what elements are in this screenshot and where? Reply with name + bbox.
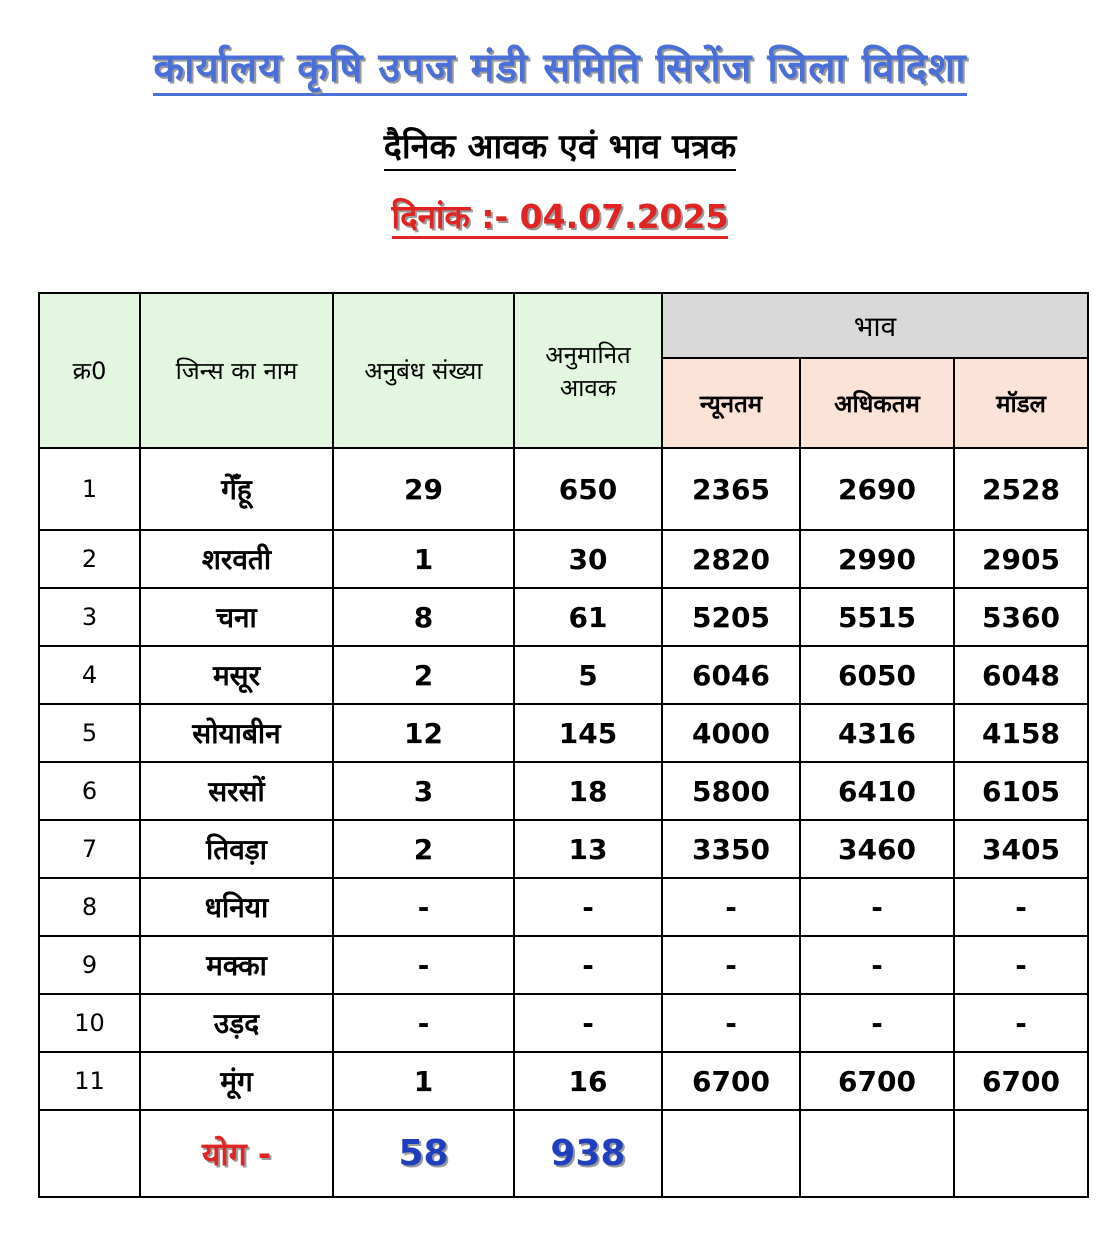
cell-max: - — [800, 994, 954, 1052]
cell-crop: मसूर — [140, 646, 333, 704]
cell-max: - — [800, 936, 954, 994]
cell-min: 2365 — [662, 448, 800, 530]
cell-modal: 2905 — [954, 530, 1088, 588]
total-arrival: 938 — [514, 1110, 662, 1197]
cell-contracts: 1 — [333, 530, 514, 588]
report-title-text: दैनिक आवक एवं भाव पत्रक — [384, 127, 736, 171]
cell-modal: - — [954, 936, 1088, 994]
cell-modal: 6700 — [954, 1052, 1088, 1110]
cell-min: 3350 — [662, 820, 800, 878]
table-row — [39, 646, 1088, 704]
cell-arrival: 61 — [514, 588, 662, 646]
table-row — [39, 936, 1088, 994]
col-header-contracts: अनुबंध संख्या — [333, 293, 514, 448]
cell-min: 5205 — [662, 588, 800, 646]
cell-min: 6700 — [662, 1052, 800, 1110]
table-row — [39, 762, 1088, 820]
cell-max: 6050 — [800, 646, 954, 704]
cell-modal: 4158 — [954, 704, 1088, 762]
cell-arrival: 30 — [514, 530, 662, 588]
cell-max: 2990 — [800, 530, 954, 588]
cell-min: 6046 — [662, 646, 800, 704]
cell-modal: - — [954, 994, 1088, 1052]
report-date-text: दिनांक :- 04.07.2025 — [392, 197, 729, 239]
cell-min: - — [662, 878, 800, 936]
total-contracts: 58 — [333, 1110, 514, 1197]
cell-crop: उड़द — [140, 994, 333, 1052]
cell-max: - — [800, 878, 954, 936]
cell-arrival: 18 — [514, 762, 662, 820]
cell-modal: 2528 — [954, 448, 1088, 530]
cell-crop: सोयाबीन — [140, 704, 333, 762]
cell-arrival: 650 — [514, 448, 662, 530]
col-header-arrival: अनुमानित आवक — [514, 293, 662, 448]
cell-min: 5800 — [662, 762, 800, 820]
report-date — [0, 193, 1120, 238]
cell-modal: 6105 — [954, 762, 1088, 820]
table-row — [39, 588, 1088, 646]
cell-contracts: - — [333, 994, 514, 1052]
table-row — [39, 1052, 1088, 1110]
cell-contracts: 12 — [333, 704, 514, 762]
table-row — [39, 878, 1088, 936]
cell-crop: तिवड़ा — [140, 820, 333, 878]
total-sn-cell — [39, 1110, 140, 1197]
total-label: योग - — [140, 1110, 333, 1197]
col-header-modal: मॉडल — [954, 358, 1088, 448]
cell-crop: शरवती — [140, 530, 333, 588]
office-title — [0, 38, 1120, 93]
cell-arrival: 13 — [514, 820, 662, 878]
cell-max: 5515 — [800, 588, 954, 646]
cell-contracts: 2 — [333, 820, 514, 878]
cell-contracts: 29 — [333, 448, 514, 530]
cell-modal: - — [954, 878, 1088, 936]
table-row — [39, 530, 1088, 588]
col-header-max: अधिकतम — [800, 358, 954, 448]
cell-max: 6700 — [800, 1052, 954, 1110]
cell-sn: 1 — [39, 448, 140, 530]
cell-sn: 8 — [39, 878, 140, 936]
cell-arrival: - — [514, 936, 662, 994]
col-header-price-group: भाव — [662, 293, 1088, 358]
cell-min: - — [662, 994, 800, 1052]
cell-sn: 5 — [39, 704, 140, 762]
cell-max: 2690 — [800, 448, 954, 530]
cell-arrival: - — [514, 994, 662, 1052]
cell-max: 4316 — [800, 704, 954, 762]
cell-crop: धनिया — [140, 878, 333, 936]
report-title — [0, 122, 1120, 168]
total-row — [39, 1110, 1088, 1197]
cell-sn: 2 — [39, 530, 140, 588]
cell-sn: 11 — [39, 1052, 140, 1110]
cell-crop: चना — [140, 588, 333, 646]
total-min-cell — [662, 1110, 800, 1197]
cell-arrival: 5 — [514, 646, 662, 704]
cell-crop: मक्का — [140, 936, 333, 994]
table-row — [39, 994, 1088, 1052]
cell-sn: 9 — [39, 936, 140, 994]
cell-sn: 10 — [39, 994, 140, 1052]
cell-arrival: - — [514, 878, 662, 936]
table-row — [39, 820, 1088, 878]
table-row — [39, 448, 1088, 530]
cell-modal: 5360 — [954, 588, 1088, 646]
cell-modal: 6048 — [954, 646, 1088, 704]
cell-crop: गेँहू — [140, 448, 333, 530]
price-table — [38, 292, 1089, 1198]
col-header-crop: जिन्स का नाम — [140, 293, 333, 448]
cell-contracts: 1 — [333, 1052, 514, 1110]
cell-modal: 3405 — [954, 820, 1088, 878]
cell-arrival: 16 — [514, 1052, 662, 1110]
cell-crop: सरसों — [140, 762, 333, 820]
cell-arrival: 145 — [514, 704, 662, 762]
cell-sn: 6 — [39, 762, 140, 820]
cell-contracts: - — [333, 878, 514, 936]
cell-max: 3460 — [800, 820, 954, 878]
cell-max: 6410 — [800, 762, 954, 820]
cell-contracts: - — [333, 936, 514, 994]
cell-sn: 3 — [39, 588, 140, 646]
cell-contracts: 2 — [333, 646, 514, 704]
cell-sn: 4 — [39, 646, 140, 704]
table-row — [39, 704, 1088, 762]
total-max-cell — [800, 1110, 954, 1197]
col-header-min: न्यूनतम — [662, 358, 800, 448]
cell-contracts: 3 — [333, 762, 514, 820]
cell-min: 2820 — [662, 530, 800, 588]
cell-crop: मूंग — [140, 1052, 333, 1110]
col-header-sn: क्र0 — [39, 293, 140, 448]
cell-contracts: 8 — [333, 588, 514, 646]
cell-sn: 7 — [39, 820, 140, 878]
cell-min: 4000 — [662, 704, 800, 762]
office-title-text: कार्यालय कृषि उपज मंडी समिति सिरोंज जिला विदिशा — [153, 45, 966, 96]
total-modal-cell — [954, 1110, 1088, 1197]
cell-min: - — [662, 936, 800, 994]
